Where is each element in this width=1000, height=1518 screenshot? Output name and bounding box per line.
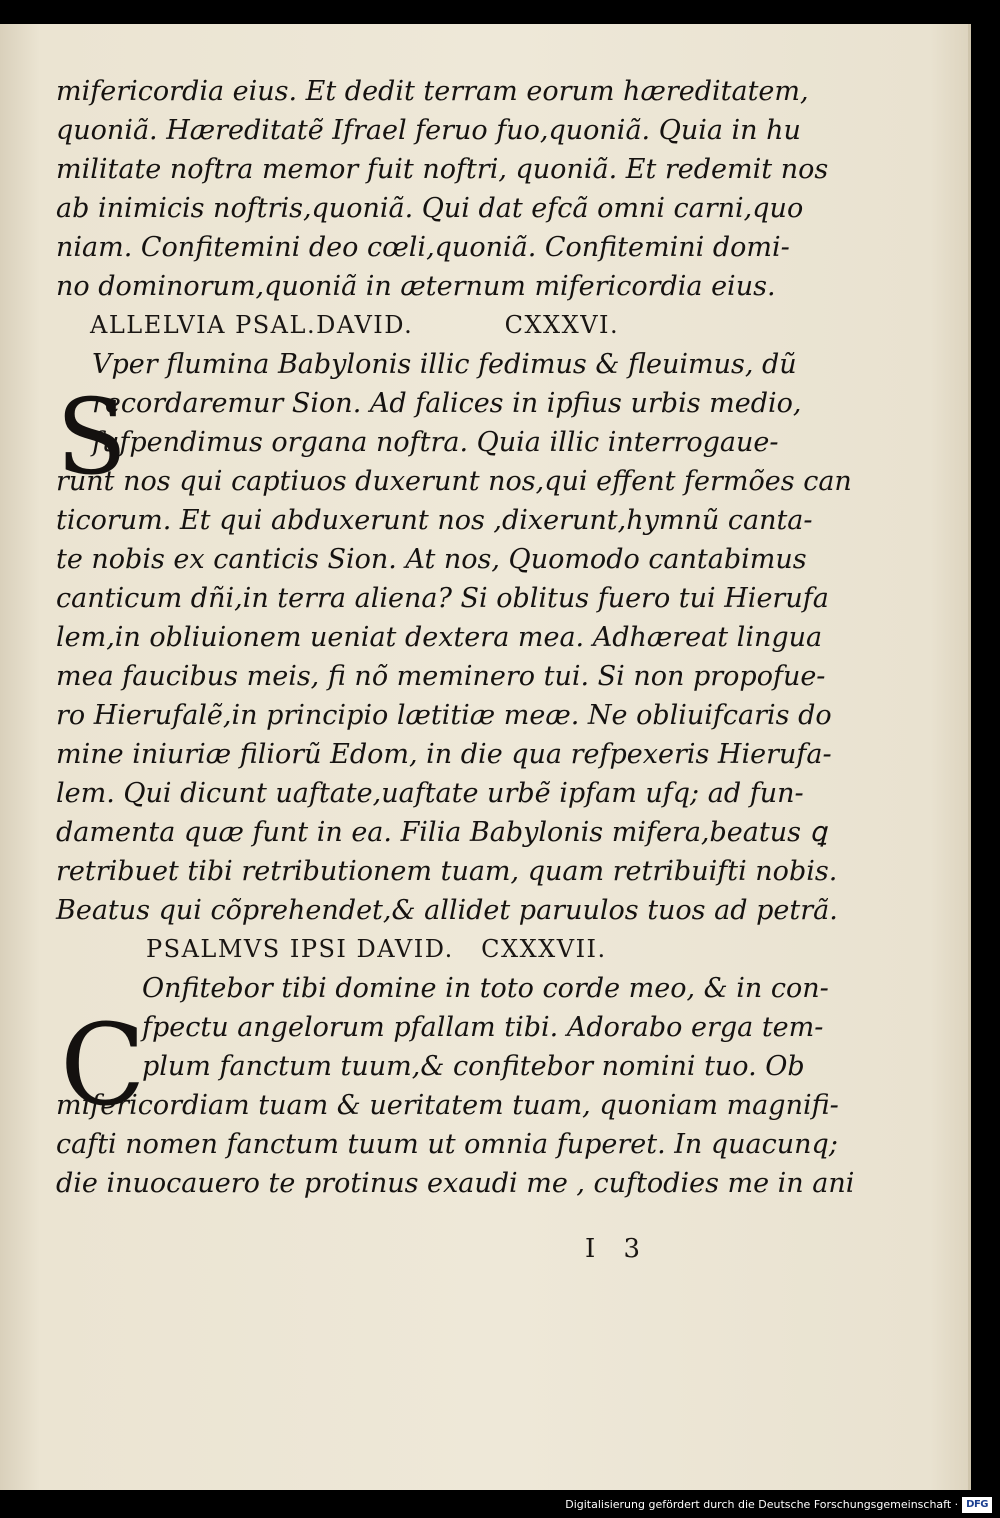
drop-cap-initial: C xyxy=(60,1001,146,1131)
psalm-heading-title: PSALMVS IPSI DAVID. xyxy=(146,935,454,963)
psalm-heading-title: ALLELVIA PSAL.DAVID. xyxy=(90,311,414,339)
text-line: militate noftra memor fuit noftri, quoniã. Et redemit nos xyxy=(56,154,829,185)
page-text xyxy=(56,72,855,1203)
psalm-heading-number: CXXXVI. xyxy=(504,311,620,339)
credit-text: Digitalisierung gefördert durch die Deutsche Forschungsgemeinschaft · xyxy=(565,1498,959,1511)
text-line: Vper flumina Babylonis illic fedimus & fleuimus, dũ xyxy=(92,349,797,380)
text-line: runt nos qui captiuos duxerunt nos,qui effent fermões can xyxy=(56,466,852,497)
text-line: damenta quæ funt in ea. Filia Babylonis mifera,beatus ꝗ xyxy=(56,817,827,848)
text-line: te nobis ex canticis Sion. At nos, Quomodo cantabimus xyxy=(56,544,807,575)
text-line: fpectu angelorum pfallam tibi. Adorabo erga tem- xyxy=(142,1012,824,1043)
text-line: retribuet tibi retributionem tuam, quam retribuifti nobis. xyxy=(56,856,838,887)
text-line: mine iniuriæ filiorũ Edom, in die qua refpexeris Hierufa- xyxy=(56,739,832,770)
text-line: fufpendimus organa noftra. Quia illic interrogaue- xyxy=(92,427,779,458)
drop-cap-initial: S xyxy=(56,376,128,498)
text-line: lem,in obliuionem ueniat dextera mea. Adhæreat lingua xyxy=(56,622,823,653)
text-line: ab inimicis noftris,quoniã. Qui dat efcã omni carni,quo xyxy=(56,193,804,224)
text-line: ro Hierufalẽ,in principio lætitiæ meæ. Ne obliuifcaris do xyxy=(56,700,832,731)
digitization-credit xyxy=(565,1494,992,1516)
text-line: mea faucibus meis, fi nõ meminero tui. Si non propofue- xyxy=(56,661,826,692)
text-line: quoniã. Hæreditatẽ Ifrael feruo fuo,quoniã. Quia in hu xyxy=(56,115,801,146)
signature-mark: I 3 xyxy=(585,1234,651,1264)
book-page xyxy=(0,24,971,1490)
psalm-heading-number: CXXXVII. xyxy=(481,935,607,963)
text-line: niam. Confitemini deo cœli,quoniã. Confitemini domi- xyxy=(56,232,790,263)
text-line: mifericordiam tuam & ueritatem tuam, quoniam magnifi- xyxy=(56,1090,839,1121)
text-line: recordaremur Sion. Ad falices in ipfius urbis medio, xyxy=(92,388,802,419)
text-line: lem. Qui dicunt uaftate,uaftate urbẽ ipfam ufq; ad fun- xyxy=(56,778,804,809)
dfg-logo-icon: DFG xyxy=(962,1497,992,1513)
text-line: die inuocauero te protinus exaudi me , cuftodies me in ani xyxy=(56,1168,855,1199)
text-line: Onfitebor tibi domine in toto corde meo, & in con- xyxy=(142,973,829,1004)
text-line: Beatus qui cõprehendet,& allidet paruulos tuos ad petrã. xyxy=(56,895,838,926)
text-line: plum fanctum tuum,& confitebor nomini tuo. Ob xyxy=(142,1051,805,1082)
psalm-heading xyxy=(56,306,746,345)
text-line: cafti nomen fanctum tuum ut omnia fuperet. In quacunq; xyxy=(56,1129,838,1160)
text-line: ticorum. Et qui abduxerunt nos ,dixerunt,hymnũ canta- xyxy=(56,505,813,536)
text-line: canticum dñi,in terra aliena? Si oblitus fuero tui Hierufa xyxy=(56,583,829,614)
psalm-heading xyxy=(56,930,746,969)
text-line: no dominorum,quoniã in æternum mifericordia eius. xyxy=(56,271,776,302)
text-line: mifericordia eius. Et dedit terram eorum hæreditatem, xyxy=(56,76,809,107)
